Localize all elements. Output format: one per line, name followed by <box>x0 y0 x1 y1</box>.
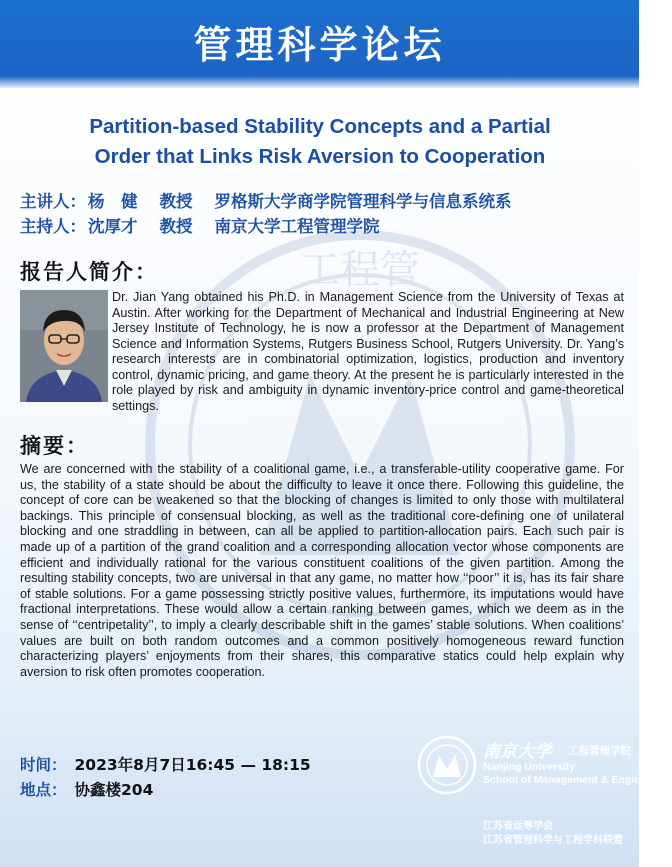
forum-title: 管理科学论坛 <box>193 23 446 67</box>
speaker-photo <box>20 290 108 402</box>
speaker-affiliation: 罗格斯大学商学院管理科学与信息系统系 <box>214 192 512 211</box>
time-row <box>20 753 311 775</box>
abstract-text: We are concerned with the stability of a coalitional game, i.e., a transferable-utility cooperative game. For us, the stability of a state should be about the difficulty to leave it once there. Following this guideline, the concept of core can be weakened so that the blocking of changes is limited to only those with multilateral backings. This principle of consensual blocking, as well as the traditional core-defining one of unilateral blocking and one straddling in between, can all be applied to partition-allocation pairs. Each such pair is made up of a partition of the grand coalition and a corresponding allocation vector whose components are efficient and individually rational for the various constituent coalitions of the given partition. Among the resulting stability concepts, two are universal in that any game, no matter how ‘‘poor’’ it is, has its fair share of stable solutions. For a game possessing strictly positive values, furthermore, its imputations would have fractional interpretations. These would allow a certain ranking between games, which we deem as in the sense of ‘‘centripetality’’, to imply a clearly describable shift in the games’ stable solutions. When coalitions’ values are built on both random outcomes and a common positively homogeneous reward function characterizing players’ enjoyments from their shares, this comparative statics could help explain why aversion to risk often promotes cooperation. <box>20 462 624 679</box>
school-logo <box>415 735 672 855</box>
host-name: 沈厚才 <box>88 217 138 236</box>
watermark-text: 工程管 <box>300 247 420 293</box>
logo-school-cn: 工程管理学院 <box>568 745 631 757</box>
speaker-row <box>20 188 630 212</box>
header-band <box>0 0 639 88</box>
bio-text-block <box>20 290 624 414</box>
university-seal-icon <box>417 735 477 795</box>
talk-title-line-1: Partition-based Stability Concepts and a Partial <box>89 115 551 138</box>
host-rank: 教授 <box>159 217 193 236</box>
time-label: 时间： <box>20 756 67 774</box>
speaker-rank: 教授 <box>159 192 193 211</box>
organizer-1: 江苏省运筹学会 <box>483 821 553 832</box>
speaker-name: 杨 健 <box>88 192 138 211</box>
abstract-heading: 摘要： <box>20 434 89 458</box>
host-label: 主持人： <box>20 217 86 236</box>
time-value: 2023年8月7日16:45 — 18:15 <box>74 756 311 774</box>
logo-en-line-1: Nanjing University <box>483 761 576 773</box>
place-label: 地点： <box>20 781 67 799</box>
talk-title-line-2: Order that Links Risk Aversion to Cooperation <box>94 145 546 168</box>
speaker-label: 主讲人： <box>20 192 86 211</box>
place-value: 协鑫楼204 <box>74 781 154 799</box>
host-row <box>20 213 630 237</box>
bio-heading: 报告人简介： <box>20 260 158 284</box>
host-affiliation: 南京大学工程管理学院 <box>214 217 380 236</box>
speaker-portrait-image <box>20 290 108 402</box>
logo-en-line-2: School of Management & Engineering <box>483 774 672 786</box>
logo-cn-name: 南京大学 <box>483 742 551 762</box>
place-row <box>20 778 153 800</box>
organizer-2: 江苏省管理科学与工程学科联盟 <box>483 835 623 846</box>
bio-text: Dr. Jian Yang obtained his Ph.D. in Management Science from the University of Texas at Austin. After working for the Department of Mechanical and Industrial Engineering at New Jersey Institute of Technology, he is now a professor at the Department of Management Science and Information Systems, Rutgers Business School, Rutgers University. Dr. Yang’s research interests are in combinatorial optimization, logistics, production and inventory control, dynamic pricing, and game theory. At the present he is particularly interested in the role played by risk and ambiguity in dynamic inventory-price control and game-theoretical settings. <box>112 290 624 413</box>
talk-title <box>20 112 620 172</box>
